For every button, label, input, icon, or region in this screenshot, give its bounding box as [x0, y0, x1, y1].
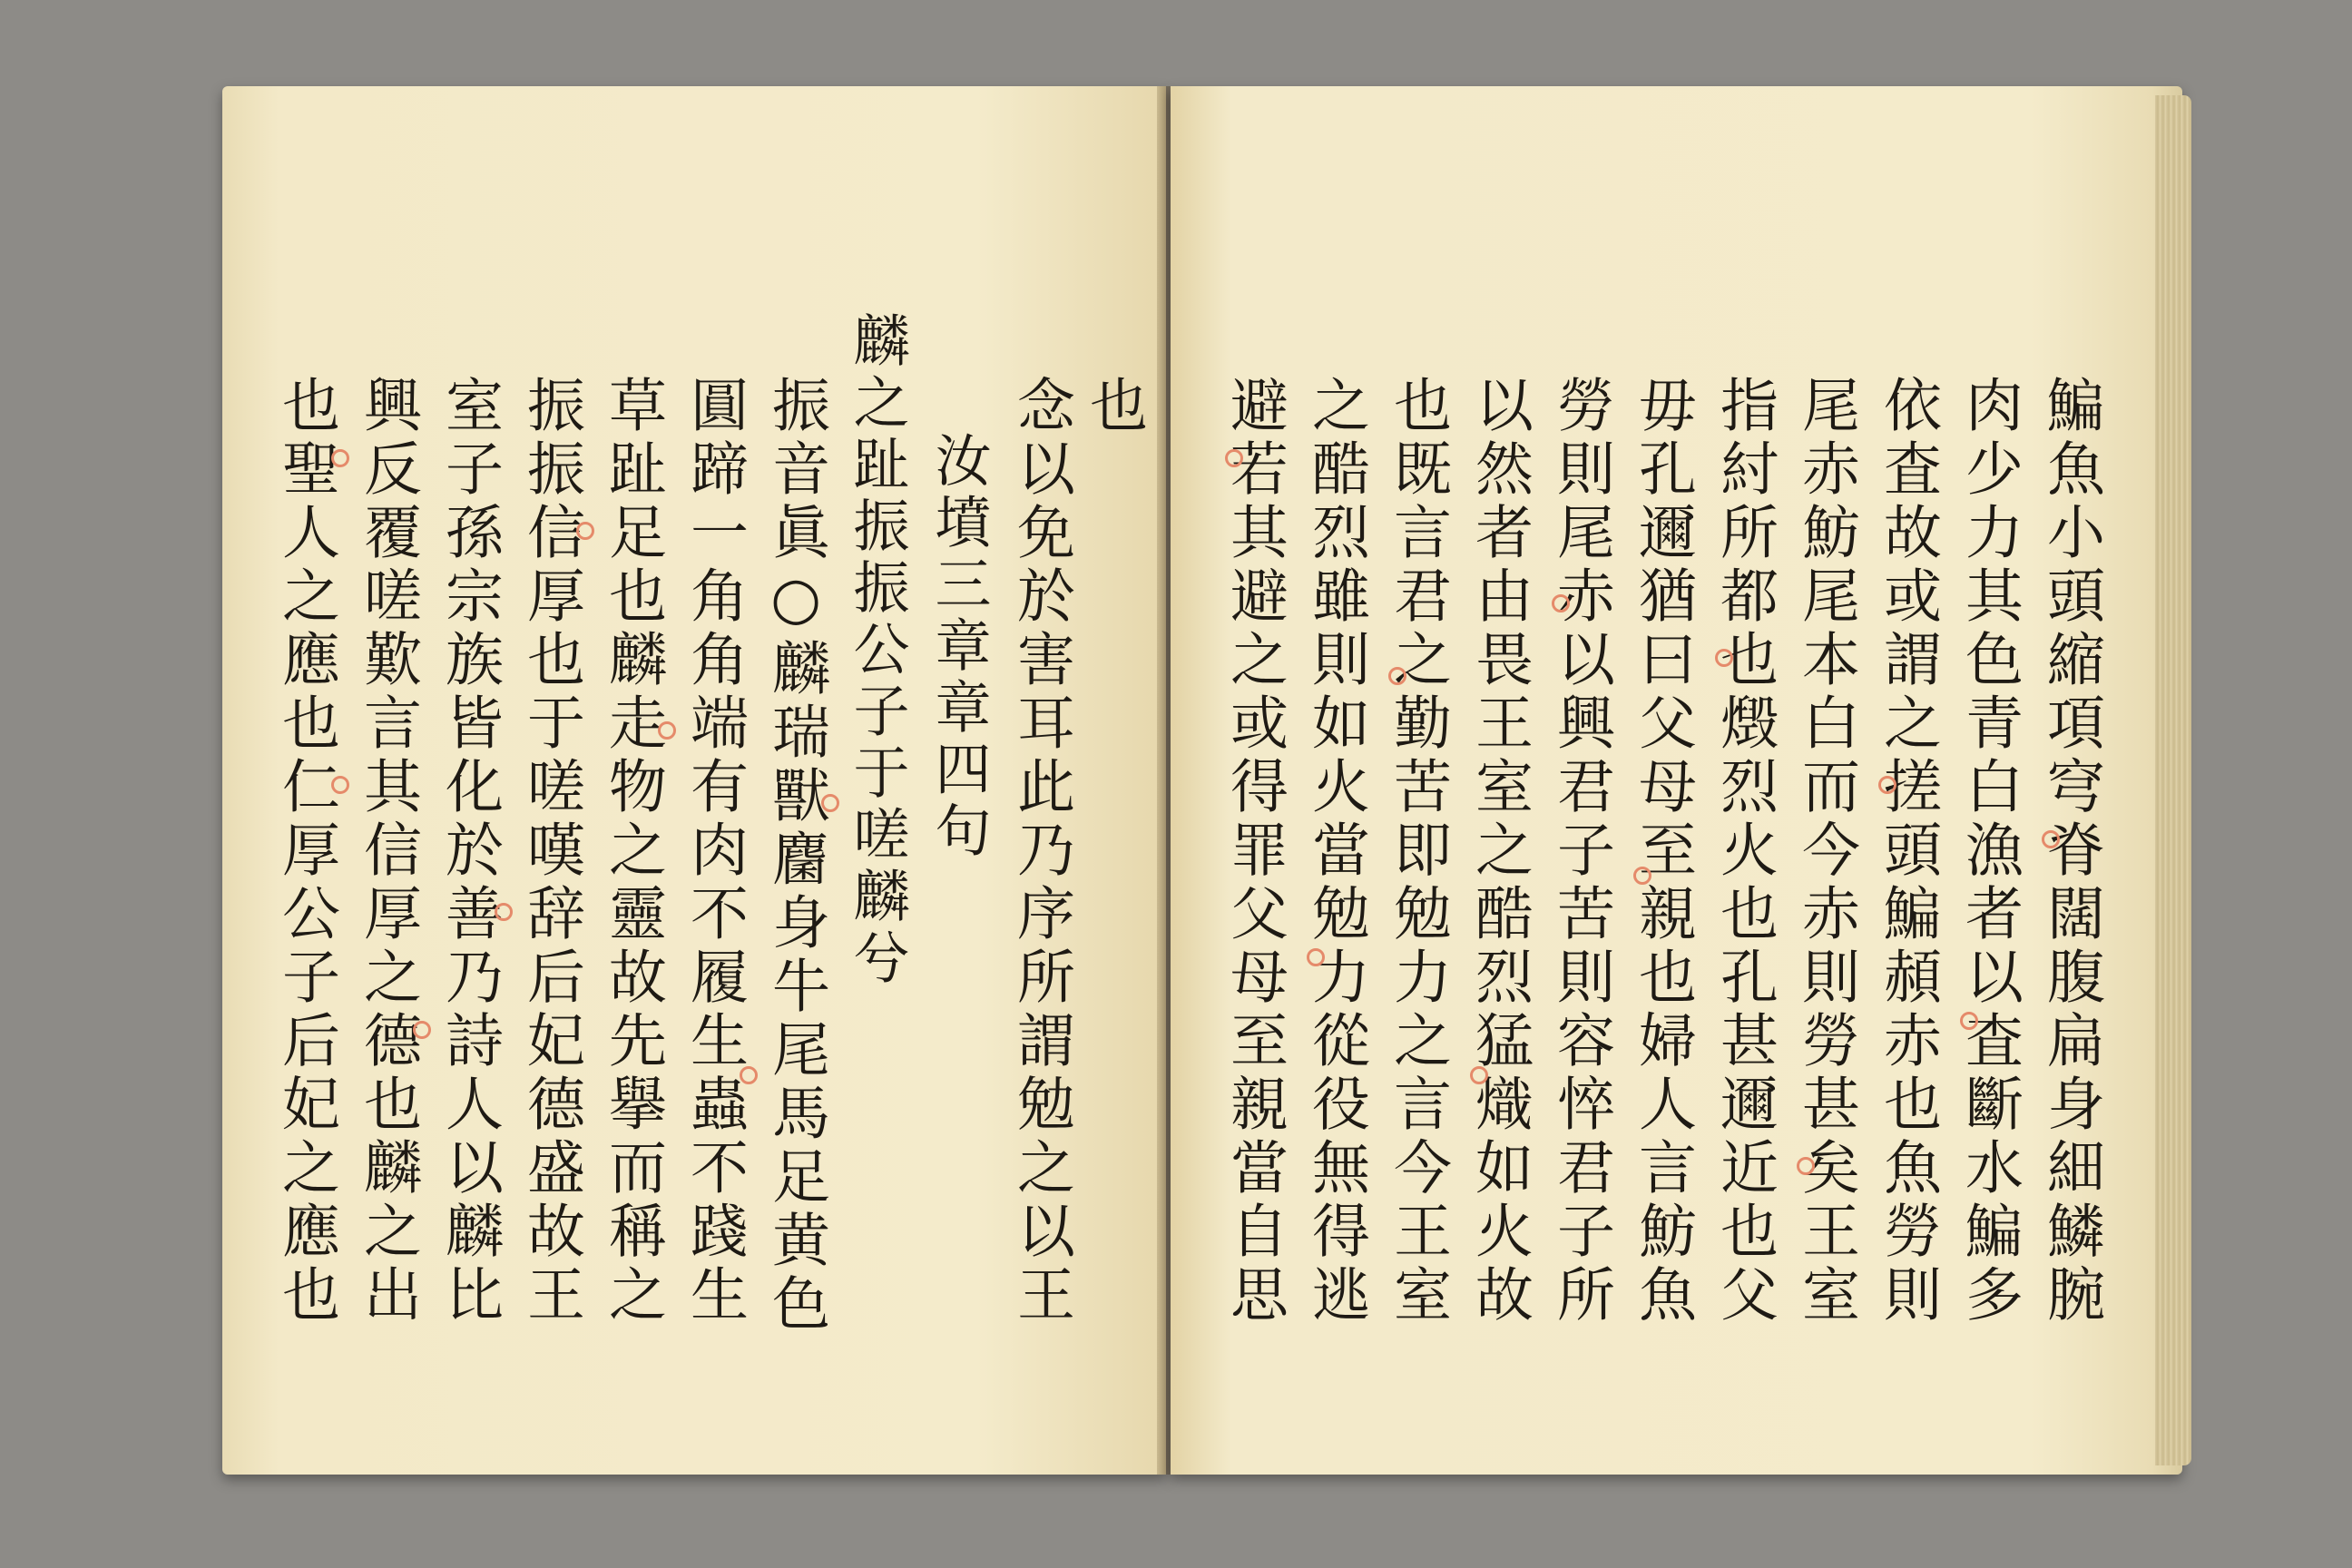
- punctuation-mark: [1307, 948, 1325, 966]
- text-column: 也既言君之勤苦即勉力之言今王室: [1384, 375, 1451, 1328]
- text-column: 圓蹄一角角端有肉不履生蟲不踐生: [681, 375, 748, 1328]
- text-column: 振振信厚也于嗟嘆辞后妃德盛故王: [517, 375, 584, 1328]
- punctuation-mark: [1960, 1012, 1978, 1030]
- punctuation-mark: [2042, 830, 2060, 848]
- page-edges: [2155, 95, 2191, 1465]
- punctuation-mark: [821, 794, 839, 812]
- text-column: 依査故或謂之搓頭鯿頳赤也魚勞則: [1874, 375, 1941, 1328]
- punctuation-mark: [1633, 867, 1651, 885]
- punctuation-mark: [413, 1021, 431, 1039]
- punctuation-mark: [1715, 649, 1733, 667]
- text-column: 鯿魚小頭縮項穹脊闊腹扁身細鱗腕: [2037, 375, 2104, 1328]
- text-column: 草趾足也麟走物之靈故先擧而稱之: [599, 375, 666, 1328]
- punctuation-mark: [495, 903, 513, 921]
- text-column: 之酷烈雖則如火當勉力從役無得逃: [1302, 375, 1369, 1328]
- text-column: 振音眞○麟瑞獸麕身牛尾馬足黄色: [762, 375, 829, 1337]
- punctuation-mark: [1225, 449, 1243, 467]
- text-column: 以然者由畏王室之酷烈猛熾如火故: [1465, 375, 1533, 1328]
- punctuation-mark: [331, 449, 349, 467]
- left-page: [222, 86, 1166, 1475]
- punctuation-mark: [1388, 667, 1406, 685]
- punctuation-mark: [1552, 594, 1570, 612]
- poem-title-column: 麟之趾振振公子于嗟麟兮: [844, 311, 910, 990]
- text-column: 尾赤魴尾本白而今赤則勞甚矣王室: [1792, 375, 1859, 1328]
- text-column: 室子孫宗族皆化於善乃詩人以麟比: [436, 375, 503, 1328]
- punctuation-mark: [658, 721, 676, 740]
- punctuation-mark: [1797, 1157, 1815, 1175]
- text-column: 指紂所都也燬烈火也孔甚邇近也父: [1710, 375, 1778, 1328]
- punctuation-mark: [1470, 1066, 1488, 1084]
- text-column: 肉少力其色青白漁者以査斷水鯿多: [1955, 375, 2023, 1328]
- text-column: 避若其避之或得罪父母至親當自思: [1220, 375, 1288, 1328]
- open-book: [222, 86, 2182, 1475]
- punctuation-mark: [576, 522, 594, 540]
- punctuation-mark: [331, 776, 349, 794]
- text-column: 興反覆嗟歎言其信厚之德也麟之出: [354, 375, 421, 1328]
- text-column: 也: [1080, 375, 1147, 438]
- text-column: 勞則尾赤以興君子苦則容悴君子所: [1547, 375, 1614, 1328]
- text-column: 也聖人之應也仁厚公子后妃之應也: [272, 375, 339, 1328]
- punctuation-mark: [1878, 776, 1896, 794]
- punctuation-mark: [740, 1066, 758, 1084]
- chapter-note-column: 汝墳三章章四句: [926, 431, 992, 863]
- text-column: 念以免於害耳此乃序所謂勉之以王: [1007, 375, 1074, 1328]
- right-page: [1171, 86, 2182, 1475]
- text-column: 毋孔邇猶曰父母至親也婦人言魴魚: [1629, 375, 1696, 1328]
